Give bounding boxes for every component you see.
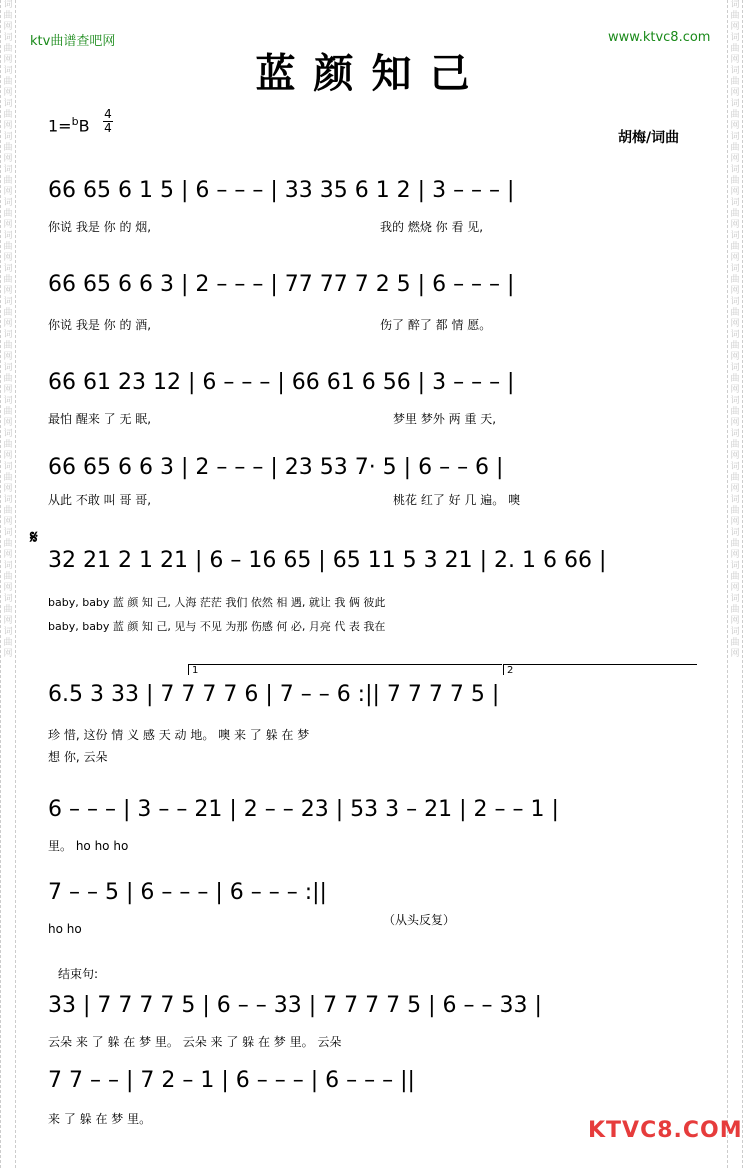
side-watermark-left: 词曲网词曲网词曲网词曲网词曲网词曲网词曲网词曲网词曲网词曲网词曲网词曲网词曲网词曲网词曲网词曲网词曲网词曲网词曲网词曲网: [0, 0, 16, 1168]
lyric-line: 从此 不敢 叫 哥 哥,: [48, 493, 152, 507]
lyric-line: 云朵 来 了 躲 在 梦 里。 云朵 来 了 躲 在 梦 里。 云朵: [48, 1035, 342, 1049]
site-name-left: ktv曲谱查吧网: [30, 34, 116, 49]
lyric-line: 里。 ho ho ho: [48, 839, 129, 853]
lyric-line: 你说 我是 你 的 酒,: [48, 318, 152, 332]
time-beats: 4: [104, 107, 112, 121]
segno-sign: 𝄋: [30, 527, 38, 548]
side-watermark-right: 词曲网词曲网词曲网词曲网词曲网词曲网词曲网词曲网词曲网词曲网词曲网词曲网词曲网词曲网词曲网词曲网词曲网词曲网词曲网词曲网: [727, 0, 743, 1168]
ending-label: 结束句:: [58, 967, 99, 981]
notation: 7 7 – – | 7 2 – 1 | 6 – – – | 6 – – – ||: [48, 1068, 415, 1093]
lyric-line: 珍 惜, 这份 情 义 感 天 动 地。 噢 来 了 躲 在 梦: [48, 728, 310, 742]
lyric-line: 来 了 躲 在 梦 里。: [48, 1112, 152, 1126]
notation: 6.5 3 33 | 7 7 7 7 6 | 7 – – 6 :|| 7 7 7 7 5 |: [48, 682, 500, 707]
key-prefix: 1=: [48, 116, 72, 136]
lyric-line: 桃花 红了 好 几 遍。 噢: [393, 493, 521, 507]
lyric-line: ho ho: [48, 922, 82, 936]
notation: 66 65 6 1 5 | 6 – – – | 33 35 6 1 2 | 3 – – – |: [48, 178, 515, 203]
time-signature: [103, 108, 113, 135]
lyric-line: baby, baby 蓝 颜 知 己, 人海 茫茫 我们 依然 相 遇, 就让 我 俩 彼此: [48, 596, 386, 609]
lyric-line: 你说 我是 你 的 烟,: [48, 220, 152, 234]
volta-2: 2: [503, 664, 697, 675]
notation: 66 65 6 6 3 | 2 – – – | 77 77 7 2 5 | 6 – – – |: [48, 272, 515, 297]
volta-1: 1: [188, 664, 502, 675]
composer-credit: 胡梅/词曲: [618, 130, 680, 146]
lyric-line: 梦里 梦外 两 重 天,: [393, 412, 497, 426]
site-url-right: www.ktvc8.com: [608, 30, 711, 45]
lyric-line: 伤了 醉了 都 情 愿。: [380, 318, 492, 332]
key-signature: [48, 115, 90, 135]
lyric-line: 想 你, 云朵: [48, 750, 108, 764]
time-unit: 4: [104, 121, 112, 135]
notation: 32 21 2 1 21 | 6 – 16 65 | 65 11 5 3 21 | 2. 1 6 66 |: [48, 548, 607, 573]
lyric-line: baby, baby 蓝 颜 知 己, 见与 不见 为那 伤感 何 必, 月亮 代 表 我在: [48, 620, 386, 633]
key-flat: b: [71, 115, 79, 128]
notation: 66 61 23 12 | 6 – – – | 66 61 6 56 | 3 – – – |: [48, 370, 515, 395]
lyric-line: 最怕 醒来 了 无 眠,: [48, 412, 152, 426]
notation: 33 | 7 7 7 7 5 | 6 – – 33 | 7 7 7 7 5 | 6 – – 33 |: [48, 993, 542, 1018]
repeat-instruction: （从头反复）: [383, 913, 456, 927]
notation: 66 65 6 6 3 | 2 – – – | 23 53 7· 5 | 6 – – 6 |: [48, 455, 504, 480]
notation: 7 – – 5 | 6 – – – | 6 – – – :||: [48, 880, 327, 905]
notation: 6 – – – | 3 – – 21 | 2 – – 23 | 53 3 – 21 | 2 – – 1 |: [48, 797, 559, 822]
key-note: B: [78, 116, 90, 136]
song-title: 蓝颜知己: [255, 50, 488, 97]
site-watermark-logo: KTVC8.COM: [588, 1118, 743, 1143]
lyric-line: 我的 燃烧 你 看 见,: [380, 220, 484, 234]
